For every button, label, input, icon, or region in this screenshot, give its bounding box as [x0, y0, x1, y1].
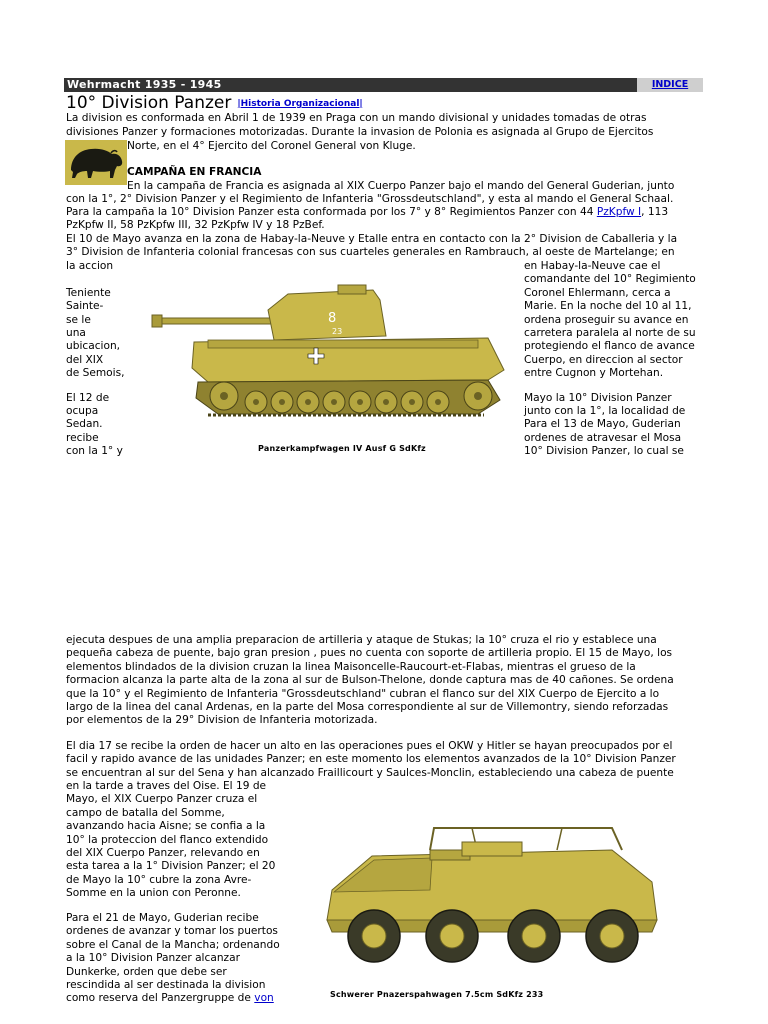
turret-number: 8 — [328, 311, 337, 326]
paragraph-line: Mayo, el XIX Cuerpo Panzer cruza el — [66, 793, 258, 806]
section-title: Wehrmacht 1935 - 1945 — [67, 78, 222, 91]
paragraph-line: campo de batalla del Somme, — [66, 806, 225, 819]
paragraph-4-last-pre: como reserva del Panzergruppe de — [66, 992, 255, 1005]
paragraph-line: El dia 17 se recibe la orden de hacer un alto en las operaciones pues el OKW y Hitler se hayan preocupados por el — [66, 740, 673, 752]
paragraph-line: del XIX Cuerpo Panzer, relevando en — [66, 847, 260, 860]
turret-small-number: 23 — [332, 327, 343, 336]
image-2-caption: Schwerer Pnazerspahwagen 7.5cm SdKfz 233 — [330, 990, 544, 999]
left-fragment: Sainte- — [66, 300, 104, 313]
campaign-line-2: con la 1°, 2° Division Panzer y el Regimiento de Infanteria "Grossdeutschland", y esta al mando el General Schaal. — [66, 193, 674, 205]
left-fragment: de Semois, — [66, 367, 125, 380]
left-fragment: ubicacion, — [66, 340, 121, 353]
paragraph-line: largo de la linea del canal Ardenas, en la parte del Mosa correspondiente al sur de Villemontry, siendo reforzadas — [66, 701, 669, 714]
campaign-heading: CAMPAÑA EN FRANCIA — [127, 166, 262, 178]
right-fragment: entre Cugnon y Mortehan. — [524, 367, 664, 380]
paragraph-line: sobre el Canal de la Mancha; ordenando — [66, 938, 280, 951]
right-fragment: Mayo la 10° Division Panzer — [524, 391, 672, 404]
right-fragment — [524, 381, 714, 392]
right-fragment: Para el 13 de Mayo, Guderian — [524, 418, 681, 431]
paragraph-line: Para el 21 de Mayo, Guderian recibe — [66, 912, 259, 924]
paragraph-line: 10° la proteccion del flanco extendido — [66, 833, 269, 846]
paragraph-line: que la 10° y el Regimiento de Infanteria "Grossdeutschland" cubran el flanco sur del XIX Cuerpo de Ejercito a lo — [66, 687, 660, 700]
armored-car-icon — [312, 820, 672, 982]
history-link[interactable]: |Historia Organizacional| — [237, 99, 363, 109]
left-fragment-column — [66, 260, 136, 458]
paragraph-line: a la 10° Division Panzer alcanzar — [66, 952, 240, 965]
left-fragment — [66, 381, 136, 392]
paragraph-line: por elementos de la 29° Division de Infanteria motorizada. — [66, 714, 378, 727]
paragraph-2 — [66, 634, 674, 728]
left-fragment: del XIX — [66, 353, 104, 366]
left-fragment: con la 1° y — [66, 445, 123, 458]
left-fragment: El 12 de — [66, 391, 110, 404]
right-fragment: Cuerpo, en direccion al sector — [524, 353, 683, 366]
intro-line-2: divisiones Panzer y formaciones motorizadas. Durante la invasion de Polonia es asignada al Grupo de Ejercitos — [66, 126, 654, 138]
index-link[interactable]: INDICE — [651, 79, 689, 90]
paragraph-line: elementos blindados de la division cruzan la linea Maisoncelle-Raucourt-et-Flabas, mientras el grueso de la — [66, 660, 636, 673]
right-fragment: comandante del 10° Regimiento — [524, 273, 696, 286]
paragraph-line: formacion alcanza la parte alta de la zona al sur de Bulson-Thelone, donde captura mas de 40 cañones. Se ordena — [66, 674, 674, 687]
paragraph-4 — [66, 912, 280, 1006]
image-1-caption: Panzerkampfwagen IV Ausf G SdKfz — [258, 444, 426, 453]
paragraph-3-continuation — [66, 780, 275, 901]
campaign-line-5: El 10 de Mayo avanza en la zona de Habay-la-Neuve y Etalle entra en contacto con la 2° Division de Caballeria y la — [66, 233, 678, 245]
division-emblem — [65, 140, 127, 185]
left-fragment: una — [66, 326, 86, 339]
campaign-line-4: PzKpfw II, 58 PzKpfw III, 32 PzKpfw IV y 18 PzBef. — [66, 219, 325, 231]
paragraph-line: avanzando hacia Aisne; se confia a la — [66, 820, 266, 833]
right-fragment: Coronel Ehlermann, cerca a — [524, 286, 671, 299]
right-fragment: en Habay-la-Neuve cae el — [524, 260, 661, 272]
paragraph-line: Somme en la union con Peronne. — [66, 887, 241, 900]
paragraph-line: Dunkerke, orden que debe ser — [66, 965, 227, 978]
intro-line-3: Norte, en el 4° Ejercito del Coronel General von Kluge. — [127, 140, 416, 152]
campaign-line-3-pre: Para la campaña la 10° Division Panzer esta conformada por los 7° y 8° Regimientos Panzer con 44 — [66, 206, 597, 218]
paragraph-3 — [66, 740, 676, 780]
paragraph-line — [66, 992, 280, 1005]
right-fragment: ordena proseguir su avance en — [524, 313, 689, 326]
paragraph-line: de Mayo la 10° cubre la zona Avre- — [66, 873, 252, 886]
right-fragment: junto con la 1°, la localidad de — [524, 404, 686, 417]
right-fragment: Marie. En la noche del 10 al 11, — [524, 300, 692, 313]
right-fragment: ordenes de atravesar el Mosa — [524, 431, 682, 444]
paragraph-line: facil y rapido avance de las unidades Panzer; en este momento los elementos avanzados de la 10° Division Panzer — [66, 753, 676, 766]
paragraph-line: se encuentran al sur del Sena y han alcanzado Fraillicourt y Saulces-Monclin, estableciendo una cabeza de puente — [66, 766, 674, 779]
campaign-line-6: 3° Division de Infanteria colonial francesas con sus cuarteles generales en Rambrauch, al oeste de Martelange; en — [66, 246, 675, 258]
left-fragment: ocupa — [66, 404, 99, 417]
paragraph-line: esta tarea a la 1° Division Panzer; el 20 — [66, 860, 276, 873]
paragraph-line: ordenes de avanzar y tomar los puertos — [66, 925, 278, 938]
campaign-line-3-post: , 113 — [641, 206, 669, 218]
paragraph-line: rescindida al ser destinada la division — [66, 979, 266, 992]
paragraph-line: ejecuta despues de una amplia preparacion de artilleria y ataque de Stukas; la 10° cruza el rio y establece una — [66, 634, 657, 646]
page-title-text: 10° Division Panzer — [66, 93, 232, 113]
left-fragment: recibe — [66, 431, 99, 444]
right-fragment: carretera paralela al norte de su — [524, 326, 696, 339]
left-fragment: se le — [66, 313, 91, 326]
section-header-bar — [64, 78, 637, 92]
campaign-line-1: En la campaña de Francia es asignada al XIX Cuerpo Panzer bajo el mando del General Guderian, junto — [127, 180, 675, 192]
intro-line-1: La division es conformada en Abril 1 de 1939 en Praga con un mando divisional y unidades tomadas de otras — [66, 112, 647, 124]
armored-car-illustration — [312, 820, 672, 982]
paragraph-line: pequeña cabeza de puente, bajo gran presion , pues no cuenta con soporte de artilleria propio. El 15 de Mayo, los — [66, 647, 673, 660]
bison-icon — [65, 140, 127, 185]
right-fragment-column — [524, 260, 714, 458]
left-fragment: Teniente — [66, 286, 111, 299]
tank-icon — [148, 282, 518, 432]
panzer-iv-illustration — [148, 282, 518, 432]
left-fragment: Sedan. — [66, 418, 103, 431]
campaign-line-3 — [66, 206, 668, 219]
left-fragment: la accion — [66, 260, 114, 272]
index-cell — [637, 78, 703, 92]
paragraph-line: en la tarde a traves del Oise. El 19 de — [66, 780, 267, 792]
right-fragment: protegiendo el flanco de avance — [524, 340, 695, 353]
pzkpfw-i-link[interactable]: PzKpfw I — [596, 206, 642, 218]
right-fragment: 10° Division Panzer, lo cual se — [524, 445, 684, 458]
left-fragment — [66, 273, 136, 286]
von-link[interactable]: von — [254, 992, 274, 1005]
